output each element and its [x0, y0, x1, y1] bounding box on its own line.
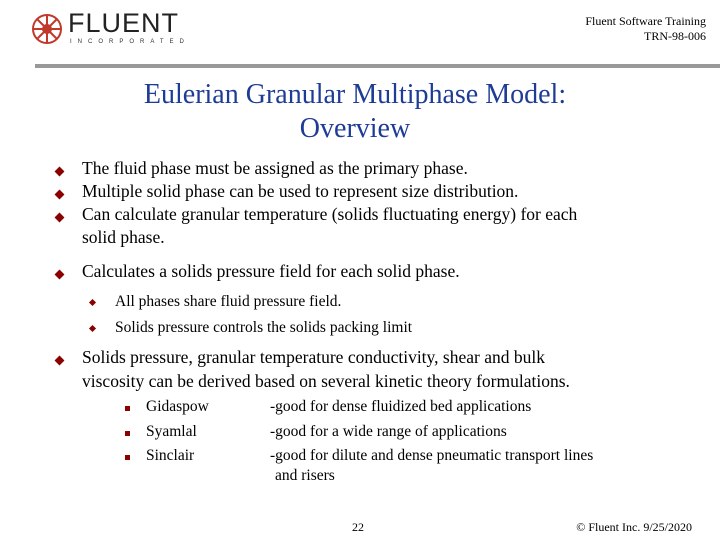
model-bullet-icon [125, 406, 130, 411]
model-desc: -good for a wide range of applications [270, 423, 507, 440]
bullet-item-continuation: viscosity can be derived based on several kinetic theory formulations. [82, 371, 570, 391]
bullet-diamond-icon [55, 190, 65, 200]
model-name: Syamlal [146, 423, 197, 440]
copyright: © Fluent Inc. 9/25/2020 [576, 520, 692, 534]
model-bullet-icon [125, 431, 130, 436]
model-desc: -good for dilute and dense pneumatic transport lines [270, 447, 594, 464]
model-desc: -good for dense fluidized bed applications [270, 398, 532, 415]
logo-subtext: INCORPORATED [70, 39, 190, 45]
sub-bullet-icon [89, 325, 96, 332]
sub-bullet-item: All phases share fluid pressure field. [115, 293, 342, 310]
page-number: 22 [352, 520, 364, 534]
bullet-diamond-icon [55, 356, 65, 366]
header-info [585, 14, 706, 44]
bullet-diamond-icon [55, 270, 65, 280]
bullet-item: The fluid phase must be assigned as the primary phase. [82, 158, 468, 178]
bullet-item: Calculates a solids pressure field for each solid phase. [82, 261, 460, 281]
bullet-item: Solids pressure, granular temperature conductivity, shear and bulk [82, 347, 545, 367]
slide-title [60, 78, 650, 146]
bullet-diamond-icon [55, 167, 65, 177]
sub-bullet-icon [89, 299, 96, 306]
model-name: Gidaspow [146, 398, 209, 415]
header-divider [35, 64, 720, 68]
logo-text: FLUENT [68, 8, 180, 38]
bullet-item: Multiple solid phase can be used to represent size distribution. [82, 181, 519, 201]
sub-bullet-item: Solids pressure controls the solids packing limit [115, 319, 413, 336]
header-training-label: Fluent Software Training [585, 14, 706, 28]
fluent-logo [30, 8, 190, 50]
bullet-item-continuation: solid phase. [82, 227, 165, 247]
model-bullet-icon [125, 455, 130, 460]
fluent-star-icon [30, 12, 64, 46]
bullet-diamond-icon [55, 213, 65, 223]
model-desc-continuation: and risers [275, 467, 335, 484]
bullet-item: Can calculate granular temperature (solids fluctuating energy) for each [82, 204, 578, 224]
model-name: Sinclair [146, 447, 195, 464]
header-doc-id: TRN-98-006 [644, 29, 706, 43]
title-line-2: Overview [299, 113, 411, 144]
title-line-1: Eulerian Granular Multiphase Model: [143, 79, 567, 110]
